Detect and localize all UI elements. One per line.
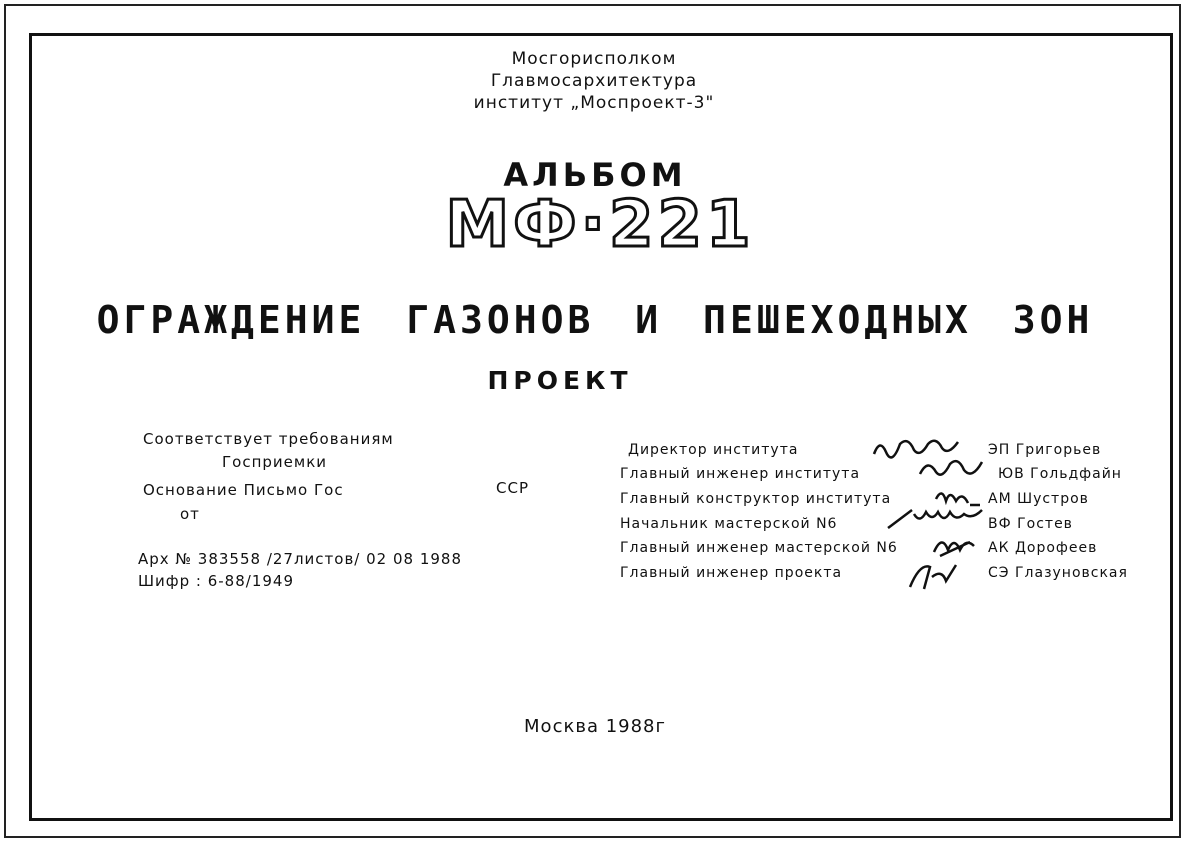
signatory-position: Главный конструктор института [620,491,892,507]
signatory-position: Начальник мастерской N6 [620,516,838,532]
archive-cipher: Шифр : 6-88/1949 [138,572,294,590]
signatory-name: ЭП Григорьев [988,442,1102,458]
signatory-row [620,440,1150,464]
document-stage: ПРОЕКТ [487,366,633,395]
organization-line-2: Главмосархитектура [490,71,698,91]
handwritten-signature [886,504,986,532]
basis-from: от [180,505,200,523]
album-label: АЛЬБОМ [503,156,687,194]
signatory-position: Главный инженер мастерской N6 [620,540,898,556]
album-code: МФ·221 [445,188,755,262]
archive-number: Арх № 383558 /27листов/ 02 08 1988 [138,550,463,568]
handwritten-signature [906,559,966,593]
signatory-position: Главный инженер проекта [620,565,843,581]
document-title: ОГРАЖДЕНИЕ ГАЗОНОВ И ПЕШЕХОДНЫХ ЗОН [96,298,1094,342]
signatory-row [620,489,1150,513]
signatory-name: ЮВ Гольдфайн [998,466,1122,482]
handwritten-signature [932,532,976,558]
organization-line-3: институт „Моспроект-3" [473,93,715,113]
signatory-name: СЭ Глазуновская [988,565,1128,581]
handwritten-signature [916,456,986,482]
signatory-row [620,563,1150,587]
title-block-frame [29,33,1173,821]
signatory-name: АК Дорофеев [988,540,1098,556]
compliance-line-1: Соответствует требованиям [143,430,394,448]
basis-suffix: ССР [496,479,529,497]
basis-label: Основание Письмо Гос [143,481,344,499]
signatory-row [620,464,1150,488]
signatory-row [620,538,1150,562]
organization-line-1: Мосгорисполком [511,49,677,69]
signatory-position: Директор института [628,442,799,458]
signatory-position: Главный инженер института [620,466,861,482]
signatory-name: ВФ Гостев [988,516,1073,532]
place-and-year: Москва 1988г [524,716,666,737]
signatory-name: АМ Шустров [988,491,1089,507]
signatory-row [620,514,1150,538]
compliance-line-2: Госприемки [222,453,328,471]
